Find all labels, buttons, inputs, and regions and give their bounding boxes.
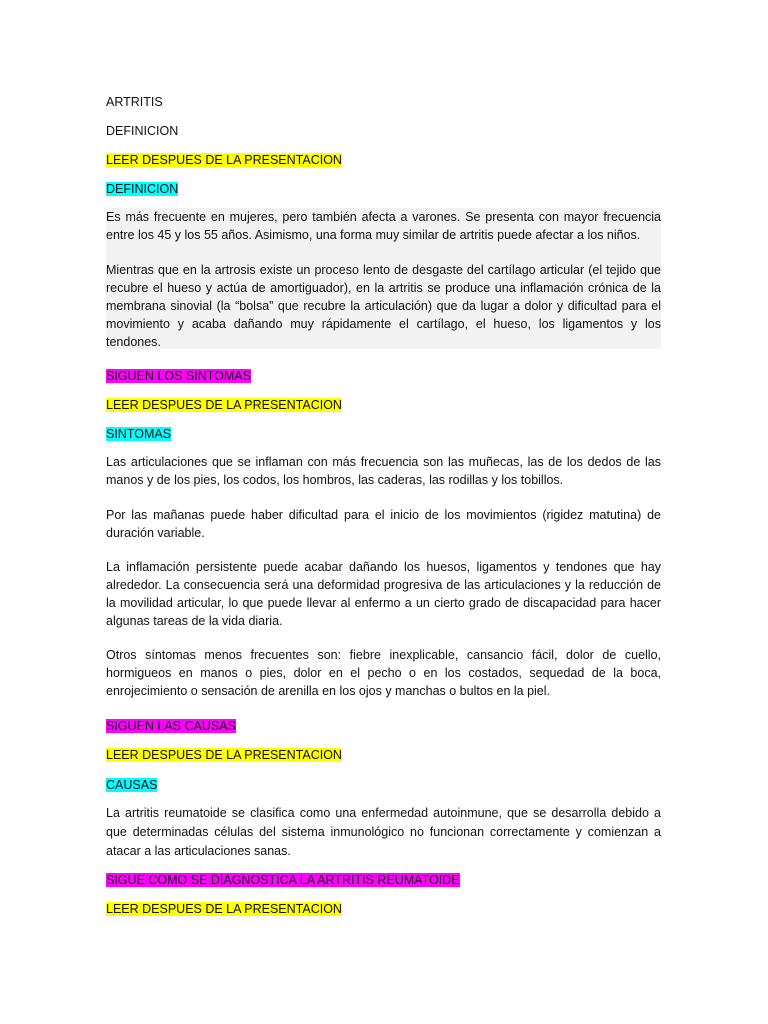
paragraph-inflamacion: La inflamación persistente puede acabar dañando los huesos, ligamentos y tendones que hay alrededor. La consecuencia será una deformidad progresiva de las articulaciones y la reducción de la movilidad articular, lo que puede llevar al enfermo a un cierto grado de discapacidad para hacer algunas tareas de la vida diaria. [106,560,661,628]
section-causas [106,776,157,794]
note-read-after-4 [106,900,342,918]
highlighted-text: CAUSAS [106,778,158,792]
heading-definicion: DEFINICION [106,124,179,138]
note-read-after-3 [106,746,342,764]
highlighted-text: LEER DESPUES DE LA PRESENTACION [106,902,342,916]
highlighted-text: SINTOMAS [106,427,172,441]
highlighted-text: LEER DESPUES DE LA PRESENTACION [106,748,342,762]
note-sigue-diagnostico [106,871,460,889]
highlighted-text: SIGUE COMO SE DIAGNOSTICA LA ARTRITIS REUMATOIDE [106,873,460,887]
paragraph-causas: La artritis reumatoide se clasifica como una enfermedad autoinmune, que se desarrolla debido a que determinadas células del sistema inmunológico no funcionan correctamente y comienzan a atacar a las articulaciones sanas. [106,806,661,858]
paragraph-artrosis: Mientras que en la artrosis existe un proceso lento de desgaste del cartílago articular (el tejido que recubre el hueso y actúa de amortiguador), en la artritis se produce una inflamación crónica de la membrana sinovial (la “bolsa” que recubre la articulación) que da lugar a dolor y dificultad para el movimiento y acaba dañando muy rápidamente el cartílago, el hueso, los ligamentos y los tendones. [106,244,661,349]
paragraph-otros-sintomas: Otros síntomas menos frecuentes son: fiebre inexplicable, cansancio fácil, dolor de cuello, hormigueos en manos o pies, dolor en el pecho o en los costados, sequedad de la boca, enrojecimiento o sensación de arenilla en los ojos y manchas o bultos en la piel. [106,648,661,698]
note-read-after-2 [106,396,342,414]
highlighted-text: LEER DESPUES DE LA PRESENTACION [106,153,342,167]
highlighted-text: LEER DESPUES DE LA PRESENTACION [106,398,342,412]
note-read-after-1 [106,151,342,169]
highlighted-text: SIGUEN LAS CAUSAS [106,719,236,733]
paragraph-mananas: Por las mañanas puede haber dificultad para el inicio de los movimientos (rigidez matutina) de duración variable. [106,508,661,540]
document-title: ARTRITIS [106,95,163,109]
paragraph-articulaciones: Las articulaciones que se inflaman con más frecuencia son las muñecas, las de los dedos de las manos y de los pies, los codos, los hombros, las caderas, las rodillas y los tobillos. [106,455,661,487]
note-siguen-causas [106,717,236,735]
highlighted-text: SIGUEN LOS SINTOMAS [106,369,251,383]
note-siguen-sintomas [106,367,251,385]
section-sintomas [106,425,171,443]
highlighted-text: DEFINICION [106,182,179,196]
section-definicion [106,180,178,198]
paragraph-frecuencia: Es más frecuente en mujeres, pero también afecta a varones. Se presenta con mayor frecuencia entre los 45 y los 55 años. Asimismo, una forma muy similar de artritis puede afectar a los niños. [106,210,661,242]
